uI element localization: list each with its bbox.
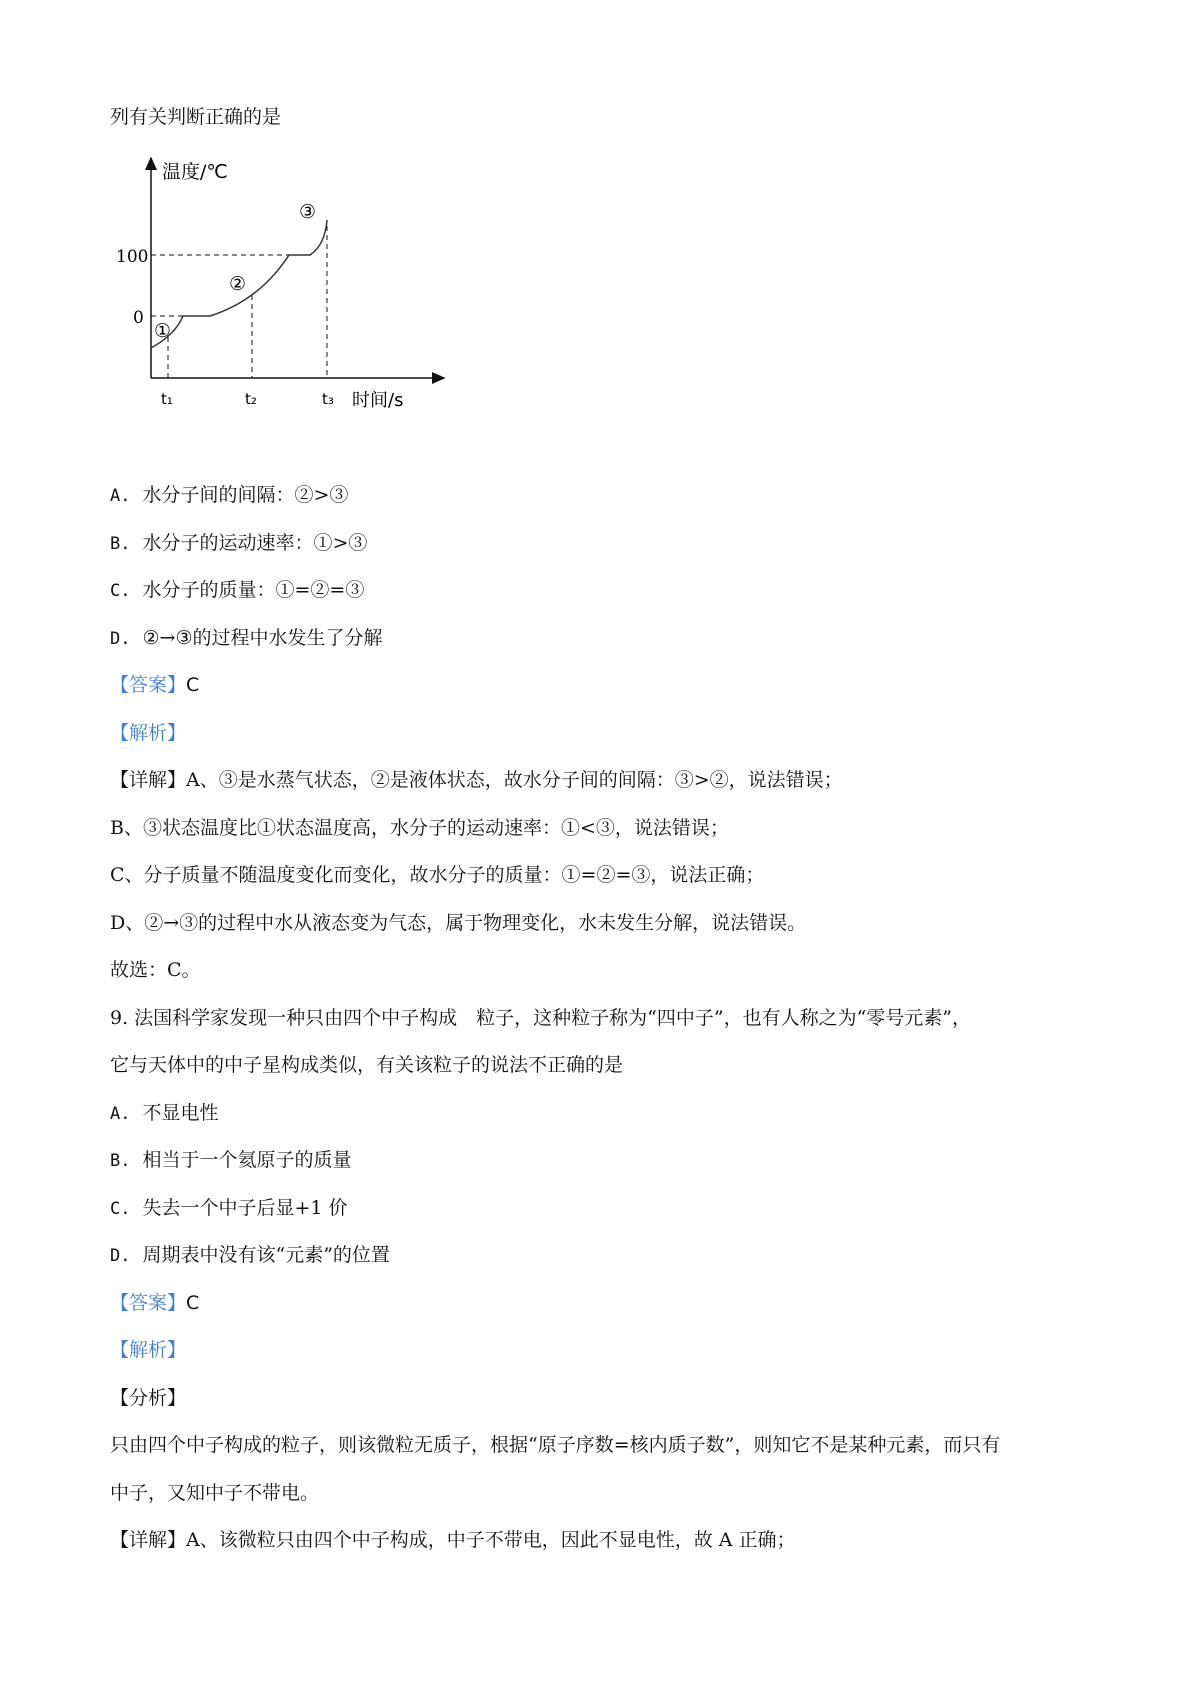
q9-stem-2: 它与天体中的中子星构成类似，有关该粒子的说法不正确的是 [110,1054,624,1076]
q9-option-c: C. 失去一个中子后显+1 价 [110,1196,348,1219]
q8-option-d: D. ②→③的过程中水发生了分解 [110,626,383,649]
xtick-t3: t₃ [322,390,334,408]
q8-detail-d: D、②→③的过程中水从液态变为气态，属于物理变化，水未发生分解，说法错误。 [110,911,807,934]
q9-detail-a: 【详解】A、该微粒只由四个中子构成，中子不带电，因此不显电性，故 A 正确； [110,1529,796,1551]
ytick-0: 0 [133,308,144,328]
q8-detail-b: B、③状态温度比①状态温度高，水分子的运动速率：①<③，说法错误； [110,816,729,839]
x-axis-label: 时间/s [352,390,404,411]
stage-1-label: ① [154,320,172,342]
stage-2-label: ② [229,273,247,295]
q9-fenxi-label: 【分析】 [110,1386,187,1409]
q8-detail-a: 【详解】A、③是水蒸气状态，②是液体状态，故水分子间的间隔：③>②，说法错误； [110,769,843,791]
q9-fenxi-2: 中子，又知中子不带电。 [110,1481,320,1504]
q8-analysis-label: 【解析】 [110,721,187,744]
q9-option-b: B. 相当于一个氦原子的质量 [110,1149,352,1171]
q9-option-a: A. 不显电性 [110,1101,219,1124]
q8-answer: 【答案】C [110,674,200,696]
q9-analysis-label: 【解析】 [110,1339,187,1361]
q9-answer: 【答案】C [110,1291,200,1314]
y-axis-label: 温度/℃ [162,161,228,183]
q8-option-a: A. 水分子间的间隔：②>③ [110,484,349,506]
intro-text: 列有关判断正确的是 [110,106,282,128]
xtick-t1: t₁ [161,390,173,408]
q8-option-b: B. 水分子的运动速率：①>③ [110,531,368,554]
temperature-time-chart [0,0,460,430]
q8-option-c: C. 水分子的质量：①=②=③ [110,579,365,601]
q8-detail-c: C、分子质量不随温度变化而变化，故水分子的质量：①=②=③，说法正确； [110,864,765,886]
ytick-100: 100 [116,247,149,267]
document-body [110,472,1110,1565]
stage-3-label: ③ [299,201,317,223]
q9-fenxi-1: 只由四个中子构成的粒子，则该微粒无质子，根据“原子序数=核内质子数”，则知它不是某种元素，而只有 [110,1434,1001,1456]
q9-option-d: D. 周期表中没有该“元素”的位置 [110,1244,390,1266]
q9-stem-1: 9. 法国科学家发现一种只由四个中子构成 粒子，这种粒子称为“四中子”，也有人称之为“零号元素”， [110,1006,972,1029]
xtick-t2: t₂ [245,390,257,408]
q8-conclusion: 故选：C。 [110,959,201,981]
